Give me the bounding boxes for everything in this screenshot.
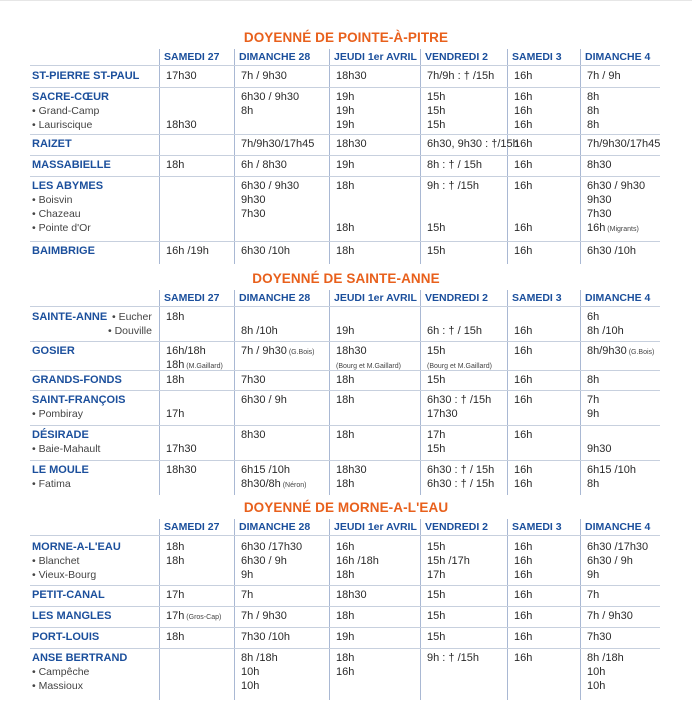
time-cell: 6h30 / 9h (241, 394, 287, 406)
time-cell: 17h (Gros-Cap) (166, 610, 222, 622)
time-cell: 8h /10h (587, 325, 624, 337)
column-divider (329, 519, 330, 700)
header-rule (30, 535, 660, 536)
time-cell: 6h15 /10h (587, 464, 636, 476)
time-cell: 7h/9h : † /15h (427, 70, 495, 82)
column-divider (420, 290, 421, 495)
time-cell: 18h (336, 429, 355, 441)
time-cell: 17h30 (166, 443, 197, 455)
time-cell: 19h (336, 91, 355, 103)
time-cell: 16h (514, 245, 533, 257)
column-header: SAMEDI 3 (512, 521, 562, 533)
time-cell: 10h (587, 666, 606, 678)
section-title: DOYENNÉ DE POINTE-À-PITRE (243, 30, 449, 45)
column-header: JEUDI 1er AVRIL (334, 521, 417, 533)
time-cell: 18h (336, 569, 355, 581)
time-cell: 18h30 (336, 138, 367, 150)
time-cell: 8h30 (241, 429, 266, 441)
time-cell: 18h (336, 245, 355, 257)
time-cell: 9h : † /15h (427, 652, 479, 664)
time-cell: 16h (514, 631, 533, 643)
column-divider (580, 49, 581, 264)
row-rule (30, 390, 660, 391)
time-cell: 16h (514, 138, 533, 150)
time-cell: 18h (166, 374, 185, 386)
time-cell: 15h (427, 443, 446, 455)
column-divider (507, 519, 508, 700)
section-title: DOYENNÉ DE MORNE-A-L'EAU (243, 500, 449, 515)
column-divider (420, 49, 421, 264)
time-cell: 16h (514, 652, 533, 664)
parish-name: GRANDS-FONDS (32, 374, 122, 386)
sub-location: • Douville (108, 325, 152, 337)
time-cell: 9h (587, 408, 600, 420)
time-cell: 18h (166, 631, 185, 643)
time-cell: 16h (514, 610, 533, 622)
parish-name: MASSABIELLE (32, 159, 111, 171)
time-cell: 6h30 : † / 15h (427, 478, 495, 490)
time-cell: 8h (241, 105, 254, 117)
column-header: DIMANCHE 28 (239, 521, 311, 533)
sub-location: • Eucher (112, 311, 152, 323)
time-cell: 16h (514, 478, 533, 490)
time-cell: 6h30 /17h30 (587, 541, 649, 553)
parish-name: LE MOULE (32, 464, 89, 476)
time-cell: 6h (587, 311, 600, 323)
sub-location: • Lauriscique (32, 119, 93, 131)
time-cell: 8h30 (587, 159, 612, 171)
time-cell: 15h (427, 245, 446, 257)
time-cell: (Bourg et M.Gaillard) (427, 363, 492, 370)
time-cell: 6h30, 9h30 : †/15h (427, 138, 519, 150)
time-cell: 6h15 /10h (241, 464, 290, 476)
column-divider (580, 290, 581, 495)
row-rule (30, 425, 660, 426)
column-divider (159, 49, 160, 264)
parish-name: LES ABYMES (32, 180, 104, 192)
column-divider (159, 519, 160, 700)
time-cell: 6h / 8h30 (241, 159, 287, 171)
time-cell: 7h (587, 589, 600, 601)
time-cell: 16h (514, 589, 533, 601)
time-cell: 16h (514, 429, 533, 441)
sub-location: • Vieux-Bourg (32, 569, 97, 581)
time-cell: 6h30 / 9h30 (241, 180, 300, 192)
time-cell: 15h (427, 589, 446, 601)
time-cell: 7h30 (241, 374, 266, 386)
time-cell: 16h /19h (166, 245, 209, 257)
time-cell: 16h (514, 345, 533, 357)
time-cell: 7h / 9h30 (241, 610, 287, 622)
column-header: SAMEDI 27 (164, 51, 220, 63)
time-cell: 6h30 : † /15h (427, 394, 492, 406)
time-cell: 16h (514, 464, 533, 476)
time-cell: 7h/9h30/17h45 (587, 138, 661, 150)
parish-name: ST-PIERRE ST-PAUL (32, 70, 140, 82)
time-cell: 17h (166, 589, 185, 601)
time-cell: 10h (587, 680, 606, 692)
time-cell: 16h (Migrants) (587, 222, 639, 234)
row-rule (30, 585, 660, 586)
time-cell: 10h (241, 680, 260, 692)
time-cell: 15h (427, 374, 446, 386)
time-cell: 8h /10h (241, 325, 278, 337)
time-cell: 8h (587, 91, 600, 103)
time-cell: 8h (587, 105, 600, 117)
column-divider (159, 290, 160, 495)
time-cell: 6h30 : † / 15h (427, 464, 495, 476)
parish-name: BAIMBRIGE (32, 245, 95, 257)
time-cell: 16h (514, 180, 533, 192)
time-cell: 16h (514, 222, 533, 234)
time-cell: 18h (336, 652, 355, 664)
time-cell: 7h30 (587, 631, 612, 643)
time-cell: 18h (M.Gaillard) (166, 359, 223, 371)
column-header: SAMEDI 27 (164, 292, 220, 304)
time-cell: 8h (587, 478, 600, 490)
row-rule (30, 87, 660, 88)
time-cell: 8h/9h30 (G.Bois) (587, 345, 655, 357)
sub-location: • Chazeau (32, 208, 81, 220)
time-cell: 16h (514, 325, 533, 337)
time-cell: 6h30 /10h (587, 245, 636, 257)
time-cell: 16h (514, 159, 533, 171)
time-cell: 7h (241, 589, 254, 601)
time-cell: 7h/9h30/17h45 (241, 138, 315, 150)
time-cell: 18h (166, 555, 185, 567)
time-cell: 19h (336, 105, 355, 117)
time-cell: 6h30 / 9h30 (241, 91, 300, 103)
time-cell: 8h /18h (587, 652, 624, 664)
time-cell: 9h30 (587, 443, 612, 455)
time-cell: 16h (514, 569, 533, 581)
time-cell: 7h / 9h (587, 70, 621, 82)
time-cell: 18h30 (166, 464, 197, 476)
time-cell: 18h30 (166, 119, 197, 131)
parish-name: PETIT-CANAL (32, 589, 105, 601)
time-cell: 18h30 (336, 345, 367, 357)
time-cell: 17h (427, 569, 446, 581)
time-cell: 8h /18h (241, 652, 278, 664)
sub-location: • Baie-Mahault (32, 443, 101, 455)
time-cell: 15h (427, 610, 446, 622)
column-divider (234, 49, 235, 264)
time-cell: 16h (514, 119, 533, 131)
time-cell: 17h30 (166, 70, 197, 82)
column-divider (507, 49, 508, 264)
time-cell: 18h (336, 374, 355, 386)
time-cell: 15h /17h (427, 555, 470, 567)
time-cell: 18h (336, 180, 355, 192)
time-cell: 16h (514, 70, 533, 82)
sub-location: • Campêche (32, 666, 90, 678)
column-header: JEUDI 1er AVRIL (334, 292, 417, 304)
parish-name: PORT-LOUIS (32, 631, 100, 643)
time-cell: 7h30 (587, 208, 612, 220)
sub-location: • Blanchet (32, 555, 80, 567)
time-cell: 8h (587, 119, 600, 131)
time-cell: 16h (336, 666, 355, 678)
parish-name: LES MANGLES (32, 610, 112, 622)
time-cell: 8h30/8h (Néron) (241, 478, 307, 490)
column-divider (234, 519, 235, 700)
column-header: VENDREDI 2 (425, 521, 489, 533)
column-divider (420, 519, 421, 700)
time-cell: 16h (514, 555, 533, 567)
column-divider (329, 49, 330, 264)
time-cell: 18h (336, 478, 355, 490)
time-cell: 18h30 (336, 589, 367, 601)
time-cell: 10h (241, 666, 260, 678)
time-cell: 7h30 (241, 208, 266, 220)
row-rule (30, 606, 660, 607)
column-header: DIMANCHE 4 (585, 292, 651, 304)
time-cell: 18h (166, 541, 185, 553)
column-header: SAMEDI 3 (512, 51, 562, 63)
time-cell: 16h (514, 394, 533, 406)
time-cell: 18h30 (336, 464, 367, 476)
time-cell: 7h (587, 394, 600, 406)
time-cell: 8h : † / 15h (427, 159, 483, 171)
column-header: SAMEDI 3 (512, 292, 562, 304)
time-cell: 6h30 /10h (241, 245, 290, 257)
time-cell: 17h (166, 408, 185, 420)
column-header: SAMEDI 27 (164, 521, 220, 533)
parish-name: DÉSIRADE (32, 429, 89, 441)
time-cell: 16h (514, 105, 533, 117)
top-edge (0, 0, 692, 1)
time-cell: 15h (427, 91, 446, 103)
column-header: JEUDI 1er AVRIL (334, 51, 417, 63)
time-cell: 18h30 (336, 70, 367, 82)
time-cell: (Bourg et M.Gaillard) (336, 363, 401, 370)
column-header: DIMANCHE 4 (585, 51, 651, 63)
time-cell: 18h (336, 222, 355, 234)
time-cell: 9h (241, 569, 254, 581)
parish-name: SACRE-CŒUR (32, 91, 109, 103)
time-cell: 17h (427, 429, 446, 441)
row-rule (30, 134, 660, 135)
time-cell: 9h30 (241, 194, 266, 206)
time-cell: 15h (427, 541, 446, 553)
time-cell: 6h30 /17h30 (241, 541, 303, 553)
time-cell: 15h (427, 222, 446, 234)
column-divider (580, 519, 581, 700)
row-rule (30, 241, 660, 242)
sub-location: • Pointe d'Or (32, 222, 91, 234)
column-divider (507, 290, 508, 495)
time-cell: 18h (166, 311, 185, 323)
time-cell: 19h (336, 159, 355, 171)
row-rule (30, 370, 660, 371)
header-rule (30, 65, 660, 66)
parish-name: RAIZET (32, 138, 72, 150)
row-rule (30, 176, 660, 177)
time-cell: 16h (514, 541, 533, 553)
time-cell: 9h : † /15h (427, 180, 479, 192)
time-cell: 16h /18h (336, 555, 379, 567)
time-cell: 7h30 /10h (241, 631, 290, 643)
sub-location: • Massioux (32, 680, 83, 692)
time-cell: 18h (166, 159, 185, 171)
column-header: VENDREDI 2 (425, 51, 489, 63)
sub-location: • Boisvin (32, 194, 73, 206)
time-cell: 7h / 9h30 (241, 70, 287, 82)
parish-name: GOSIER (32, 345, 75, 357)
sub-location: • Fatima (32, 478, 71, 490)
time-cell: 6h30 / 9h (587, 555, 633, 567)
time-cell: 18h (336, 610, 355, 622)
time-cell: 6h30 / 9h (241, 555, 287, 567)
time-cell: 19h (336, 119, 355, 131)
time-cell: 7h / 9h30 (587, 610, 633, 622)
parish-name: ANSE BERTRAND (32, 652, 128, 664)
parish-name: MORNE-A-L'EAU (32, 541, 121, 553)
column-header: DIMANCHE 4 (585, 521, 651, 533)
time-cell: 8h (587, 374, 600, 386)
column-header: VENDREDI 2 (425, 292, 489, 304)
time-cell: 16h (514, 91, 533, 103)
time-cell: 15h (427, 631, 446, 643)
row-rule (30, 155, 660, 156)
time-cell: 15h (427, 105, 446, 117)
time-cell: 9h30 (587, 194, 612, 206)
time-cell: 15h (427, 119, 446, 131)
time-cell: 9h (587, 569, 600, 581)
time-cell: 17h30 (427, 408, 458, 420)
column-header: DIMANCHE 28 (239, 51, 311, 63)
column-divider (234, 290, 235, 495)
sub-location: • Pombiray (32, 408, 83, 420)
column-divider (329, 290, 330, 495)
row-rule (30, 460, 660, 461)
time-cell: 16h/18h (166, 345, 206, 357)
sub-location: • Grand-Camp (32, 105, 100, 117)
row-rule (30, 648, 660, 649)
parish-name: SAINTE-ANNE (32, 311, 108, 323)
row-rule (30, 627, 660, 628)
time-cell: 19h (336, 631, 355, 643)
time-cell: 16h (336, 541, 355, 553)
section-title: DOYENNÉ DE SAINTE-ANNE (252, 271, 440, 286)
time-cell: 18h (336, 394, 355, 406)
time-cell: 6h30 / 9h30 (587, 180, 646, 192)
time-cell: 7h / 9h30 (G.Bois) (241, 345, 315, 357)
column-header: DIMANCHE 28 (239, 292, 311, 304)
time-cell: 15h (427, 345, 446, 357)
time-cell: 19h (336, 325, 355, 337)
header-rule (30, 306, 660, 307)
time-cell: 6h : † / 15h (427, 325, 483, 337)
parish-name: SAINT-FRANÇOIS (32, 394, 126, 406)
row-rule (30, 341, 660, 342)
time-cell: 16h (514, 374, 533, 386)
